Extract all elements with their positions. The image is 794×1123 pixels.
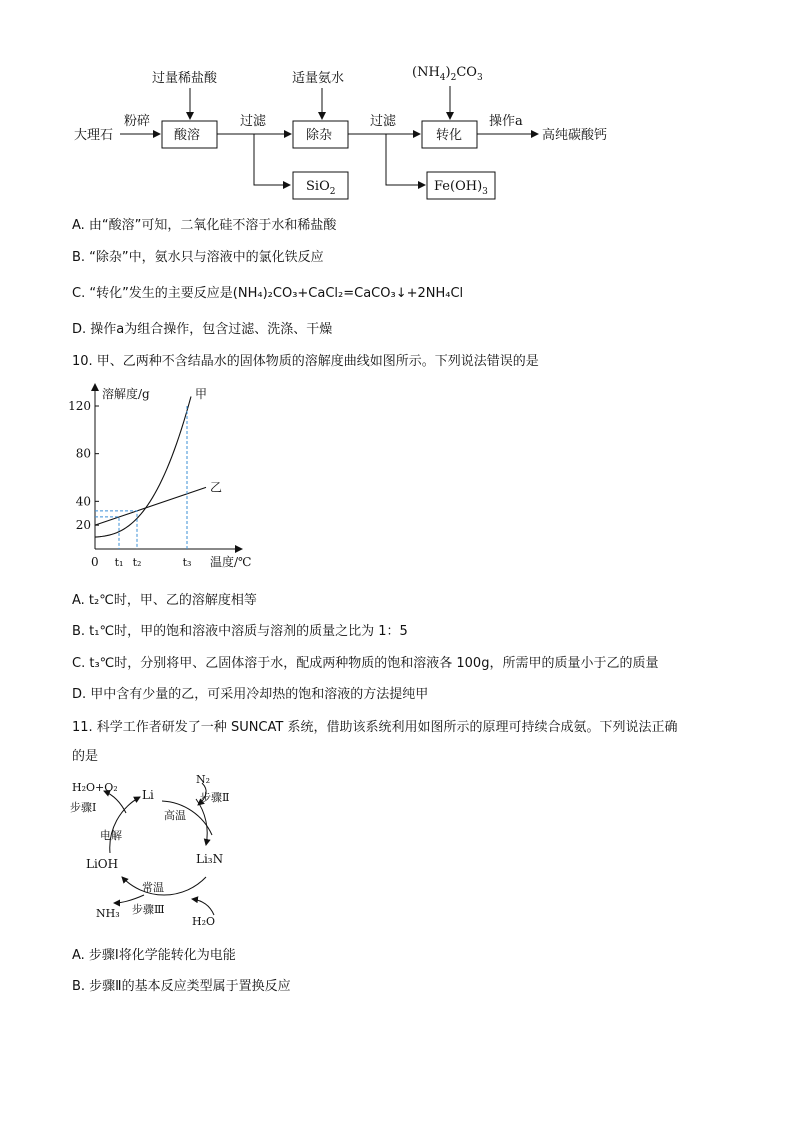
- arc-step2: [196, 799, 207, 845]
- y-axis-label: 溶解度/g: [102, 387, 150, 401]
- q11-option-b: B. 步骤Ⅱ的基本反应类型属于置换反应: [72, 979, 291, 994]
- label-room-temp: 常温: [142, 881, 164, 894]
- q9-option-b: B. “除杂”中，氨水只与溶液中的氯化铁反应: [72, 250, 324, 265]
- branch-sio2: [254, 134, 290, 185]
- product-calcium-carbonate: 高纯碳酸钙: [542, 128, 608, 143]
- x-axis-label: 温度/℃: [210, 555, 252, 569]
- series-jia-label: 甲: [195, 387, 208, 401]
- box-conversion-label: 转化: [436, 128, 463, 143]
- solubility-chart: [64, 378, 324, 578]
- y-tick-label: 20: [75, 518, 91, 533]
- q11-stem-line2: 的是: [72, 749, 99, 764]
- process-flow-diagram: [0, 0, 794, 210]
- q10-stem: 10. 甲、乙两种不含结晶水的固体物质的溶解度曲线如图所示。下列说法错误的是: [72, 354, 539, 369]
- node-li: Li: [142, 788, 154, 802]
- y-tick-label: 120: [68, 399, 91, 413]
- q10-option-d: D. 甲中含有少量的乙，可采用冷却热的饱和溶液的方法提纯甲: [72, 687, 429, 702]
- arrow-h2o-out: [104, 791, 126, 813]
- label-h2o-o2: H₂O+O₂: [72, 781, 118, 794]
- y-tick-label: 80: [75, 446, 91, 461]
- label-n2: N₂: [196, 773, 211, 786]
- label-operation-a: 操作a: [489, 114, 523, 129]
- label-step1: 步骤Ⅰ: [70, 801, 97, 814]
- q11-stem-line1: 11. 科学工作者研发了一种 SUNCAT 系统，借助该系统利用如图所示的原理可持续合成氨。下列说法正确: [72, 720, 678, 735]
- series-jia-curve: [95, 396, 191, 537]
- q10-option-a: A. t₂℃时，甲、乙的溶解度相等: [72, 593, 257, 608]
- origin-label: 0: [91, 555, 99, 569]
- reagent-ammonia: 适量氨水: [292, 71, 345, 86]
- x-tick-label: t₂: [132, 556, 142, 569]
- q10-option-b: B. t₁℃时，甲的饱和溶液中溶质与溶剂的质量之比为 1：5: [72, 624, 408, 639]
- lithium-cycle-diagram: [64, 765, 264, 935]
- start-marble: 大理石: [74, 128, 114, 143]
- arrow-h2o-in: [192, 899, 214, 915]
- label-h2o: H₂O: [192, 915, 216, 928]
- x-tick-label: t₁: [114, 556, 124, 569]
- label-electrolysis: 电解: [100, 829, 122, 842]
- reagent-dilute-hcl: 过量稀盐酸: [152, 71, 218, 86]
- label-high-temp: 高温: [164, 809, 186, 822]
- label-nh3: NH₃: [96, 907, 120, 920]
- series-yi-label: 乙: [210, 480, 223, 495]
- q9-option-d: D. 操作a为组合操作，包含过滤、洗涤、干燥: [72, 322, 333, 337]
- arc-step1: [110, 797, 140, 853]
- branch-feoh3: [386, 134, 425, 185]
- q9-option-c: C. “转化”发生的主要反应是(NH₄)₂CO₃+CaCl₂=CaCO₃↓+2NH₄Cl: [72, 286, 464, 301]
- box-acid-dissolve-label: 酸溶: [174, 128, 201, 143]
- x-tick-label: t₃: [182, 556, 192, 569]
- label-filter1: 过滤: [240, 114, 267, 129]
- y-tick-label: 40: [75, 494, 91, 509]
- box-sio2-label: SiO$_2$: [306, 179, 336, 197]
- label-filter2: 过滤: [370, 114, 397, 129]
- label-step3: 步骤Ⅲ: [132, 903, 165, 916]
- label-step2: 步骤Ⅱ: [200, 791, 230, 804]
- arc-step3: [122, 877, 206, 895]
- arc-li-to-li3n-2: [204, 835, 212, 843]
- box-feoh3-label: $Fe(OH)_3$: [434, 179, 488, 197]
- q10-option-c: C. t₃℃时，分别将甲、乙固体溶于水，配成两种物质的饱和溶液各 100g，所需甲的质量小于乙的质量: [72, 656, 659, 671]
- box-impurity-removal-label: 除杂: [306, 128, 333, 143]
- arrow-nh3-out: [114, 895, 144, 903]
- reagent-ammonium-carbonate: $(NH_4)_2CO_3$: [412, 65, 483, 83]
- label-grind: 粉碎: [124, 114, 151, 129]
- q11-option-a: A. 步骤Ⅰ将化学能转化为电能: [72, 948, 236, 963]
- node-li3n: Li₃N: [196, 852, 224, 866]
- series-yi-line: [95, 487, 206, 525]
- node-lioh: LiOH: [86, 857, 119, 871]
- q9-option-a: A. 由“酸溶”可知，二氧化硅不溶于水和稀盐酸: [72, 218, 337, 233]
